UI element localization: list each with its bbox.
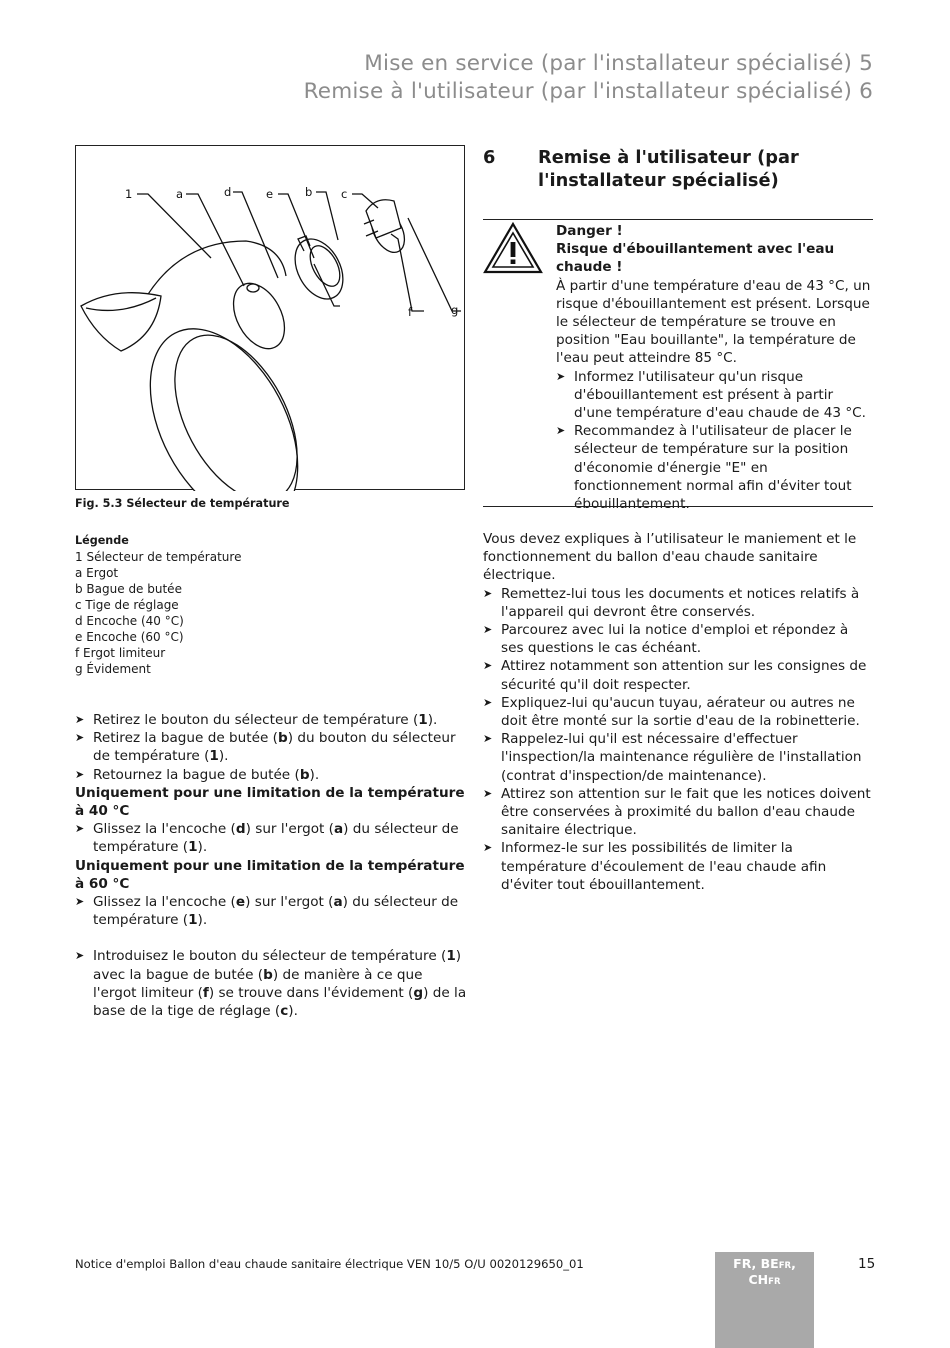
arrow-bullet-icon: ➤ bbox=[75, 713, 85, 726]
handover-intro: Vous devez expliques à l’utilisateur le maniement et le fonctionnement du ballon d'eau chaude sanitaire électrique. bbox=[483, 531, 857, 584]
handover-bullet: ➤ Rappelez-lui qu'il est nécessaire d'effectuer l'inspection/la maintenance régulière de l'installation (contrat d'inspection/de maintenance). bbox=[483, 731, 862, 784]
legend-item: a Ergot bbox=[75, 566, 119, 580]
callout-a: a bbox=[176, 187, 184, 201]
danger-title: Danger ! bbox=[556, 223, 623, 239]
callout-d: d bbox=[224, 185, 232, 199]
arrow-bullet-icon: ➤ bbox=[483, 841, 493, 855]
arrow-bullet-icon: ➤ bbox=[75, 731, 85, 745]
danger-subtitle: Risque d'ébouillantement avec l'eau chaude ! bbox=[556, 241, 835, 276]
lang-ch: CH bbox=[748, 1272, 769, 1287]
legend-item: g Évidement bbox=[75, 662, 151, 676]
section-title: Remise à l'utilisateur (par l'installateur spécialisé) bbox=[538, 147, 799, 191]
handover-bullet: ➤ Informez-le sur les possibilités de limiter la température d'écoulement de l'eau chaude afin d'éviter tout ébouillantement. bbox=[483, 840, 827, 893]
legend-item: 1 Sélecteur de température bbox=[75, 550, 242, 564]
subheading-60c: Uniquement pour une limitation de la température à 60 °C bbox=[75, 857, 465, 892]
arrow-bullet-icon: ➤ bbox=[556, 424, 566, 438]
divider-top bbox=[483, 219, 873, 220]
danger-notice bbox=[556, 222, 874, 513]
legend-title: Légende bbox=[75, 534, 129, 547]
arrow-bullet-icon: ➤ bbox=[75, 949, 85, 963]
legend-item: b Bague de butée bbox=[75, 582, 182, 596]
step-item: ➤ Glissez la l'encoche (e) sur l'ergot (a) du sélecteur de température (1). bbox=[75, 894, 459, 929]
arrow-bullet-icon: ➤ bbox=[483, 659, 493, 673]
lang-ch-sub: FR bbox=[768, 1277, 781, 1287]
danger-text: À partir d'une température d'eau de 43 °C, un risque d'ébouillantement est présent. Lorsque le sélecteur de température se trouve en position "Eau bouillante", la température de l'eau peut atteindre 85 °C. bbox=[556, 277, 871, 367]
arrow-bullet-icon: ➤ bbox=[556, 369, 566, 383]
arrow-bullet-icon: ➤ bbox=[483, 732, 493, 746]
language-badge: FR, BEFR, CHFR bbox=[715, 1252, 814, 1348]
legend bbox=[75, 533, 241, 677]
warning-triangle-icon bbox=[483, 222, 543, 274]
legend-item: d Encoche (40 °C) bbox=[75, 614, 184, 628]
callout-b: b bbox=[305, 185, 313, 199]
header-line-1: Mise en service (par l'installateur spécialisé) 5 bbox=[364, 51, 873, 76]
callout-g: g bbox=[451, 303, 459, 317]
step-item: ➤ Retirez le bouton du sélecteur de température (1). bbox=[75, 712, 438, 728]
arrow-bullet-icon: ➤ bbox=[483, 786, 493, 800]
handover-bullet: ➤ Parcourez avec lui la notice d'emploi et répondez à ses questions le cas échéant. bbox=[483, 622, 849, 657]
step-item: ➤ Introduisez le bouton du sélecteur de température (1) avec la bague de butée (b) de manière à ce que l'ergot limiteur (f) se trouve dans l'évidement (g) de la base de la tige de réglage (c). bbox=[75, 948, 467, 1020]
danger-bullet: ➤ Informez l'utilisateur qu'un risque d'ébouillantement est présent à partir d'une température d'eau chaude de 43 °C. bbox=[556, 368, 866, 422]
legend-item: e Encoche (60 °C) bbox=[75, 630, 184, 644]
header-line-2: Remise à l'utilisateur (par l'installateur spécialisé) 6 bbox=[303, 79, 873, 104]
figure-temperature-selector bbox=[75, 145, 465, 490]
callout-f: f bbox=[408, 305, 413, 319]
page-number: 15 bbox=[858, 1256, 876, 1272]
arrow-bullet-icon: ➤ bbox=[483, 586, 493, 600]
legend-item: c Tige de réglage bbox=[75, 598, 179, 612]
danger-bullet: ➤ Recommandez à l'utilisateur de placer le sélecteur de température sur la position d'économie d'énergie "E" en fonctionnement normal afin d'éviter tout ébouillantement. bbox=[556, 423, 852, 513]
handover-bullet: ➤ Attirez son attention sur le fait que les notices doivent être conservées à proximité du ballon d'eau chaude sanitaire électrique. bbox=[483, 785, 871, 839]
step-item: ➤ Glissez la l'encoche (d) sur l'ergot (a) du sélecteur de température (1). bbox=[75, 821, 459, 856]
subheading-40c: Uniquement pour une limitation de la température à 40 °C bbox=[75, 784, 465, 820]
arrow-bullet-icon: ➤ bbox=[483, 695, 493, 709]
callout-c: c bbox=[341, 187, 348, 201]
handover-bullet: ➤ Expliquez-lui qu'aucun tuyau, aérateur ou autres ne doit être monté sur la sortie d'eau de la robinetterie. bbox=[483, 694, 860, 730]
legend-item: f Ergot limiteur bbox=[75, 646, 166, 660]
footer-text: Notice d'emploi Ballon d'eau chaude sanitaire électrique VEN 10/5 O/U 0020129650_01 bbox=[75, 1257, 584, 1271]
assembly-steps bbox=[75, 711, 470, 1020]
callout-1: 1 bbox=[125, 187, 133, 201]
lang-fr-sub: FR bbox=[778, 1261, 792, 1271]
arrow-bullet-icon: ➤ bbox=[75, 767, 85, 781]
arrow-bullet-icon: ➤ bbox=[75, 822, 85, 836]
step-item: ➤ Retournez la bague de butée (b). bbox=[75, 766, 320, 783]
exploded-view-drawing bbox=[76, 146, 466, 491]
arrow-bullet-icon: ➤ bbox=[75, 895, 85, 909]
handover-instructions bbox=[483, 530, 873, 894]
handover-bullet: ➤ Remettez-lui tous les documents et notices relatifs à l'appareil qui devront être conservés. bbox=[483, 585, 860, 620]
figure-caption: Fig. 5.3 Sélecteur de température bbox=[75, 497, 290, 510]
arrow-bullet-icon: ➤ bbox=[483, 623, 493, 637]
divider-bottom bbox=[483, 506, 873, 507]
section-number: 6 bbox=[483, 147, 496, 168]
handover-bullet: ➤ Attirez notamment son attention sur les consignes de sécurité qu'il doit respecter. bbox=[483, 658, 867, 693]
callout-e: e bbox=[266, 187, 274, 201]
step-item: ➤ Retirez la bague de butée (b) du bouton du sélecteur de température (1). bbox=[75, 730, 456, 765]
lang-fr-be: FR, BE bbox=[733, 1256, 779, 1271]
